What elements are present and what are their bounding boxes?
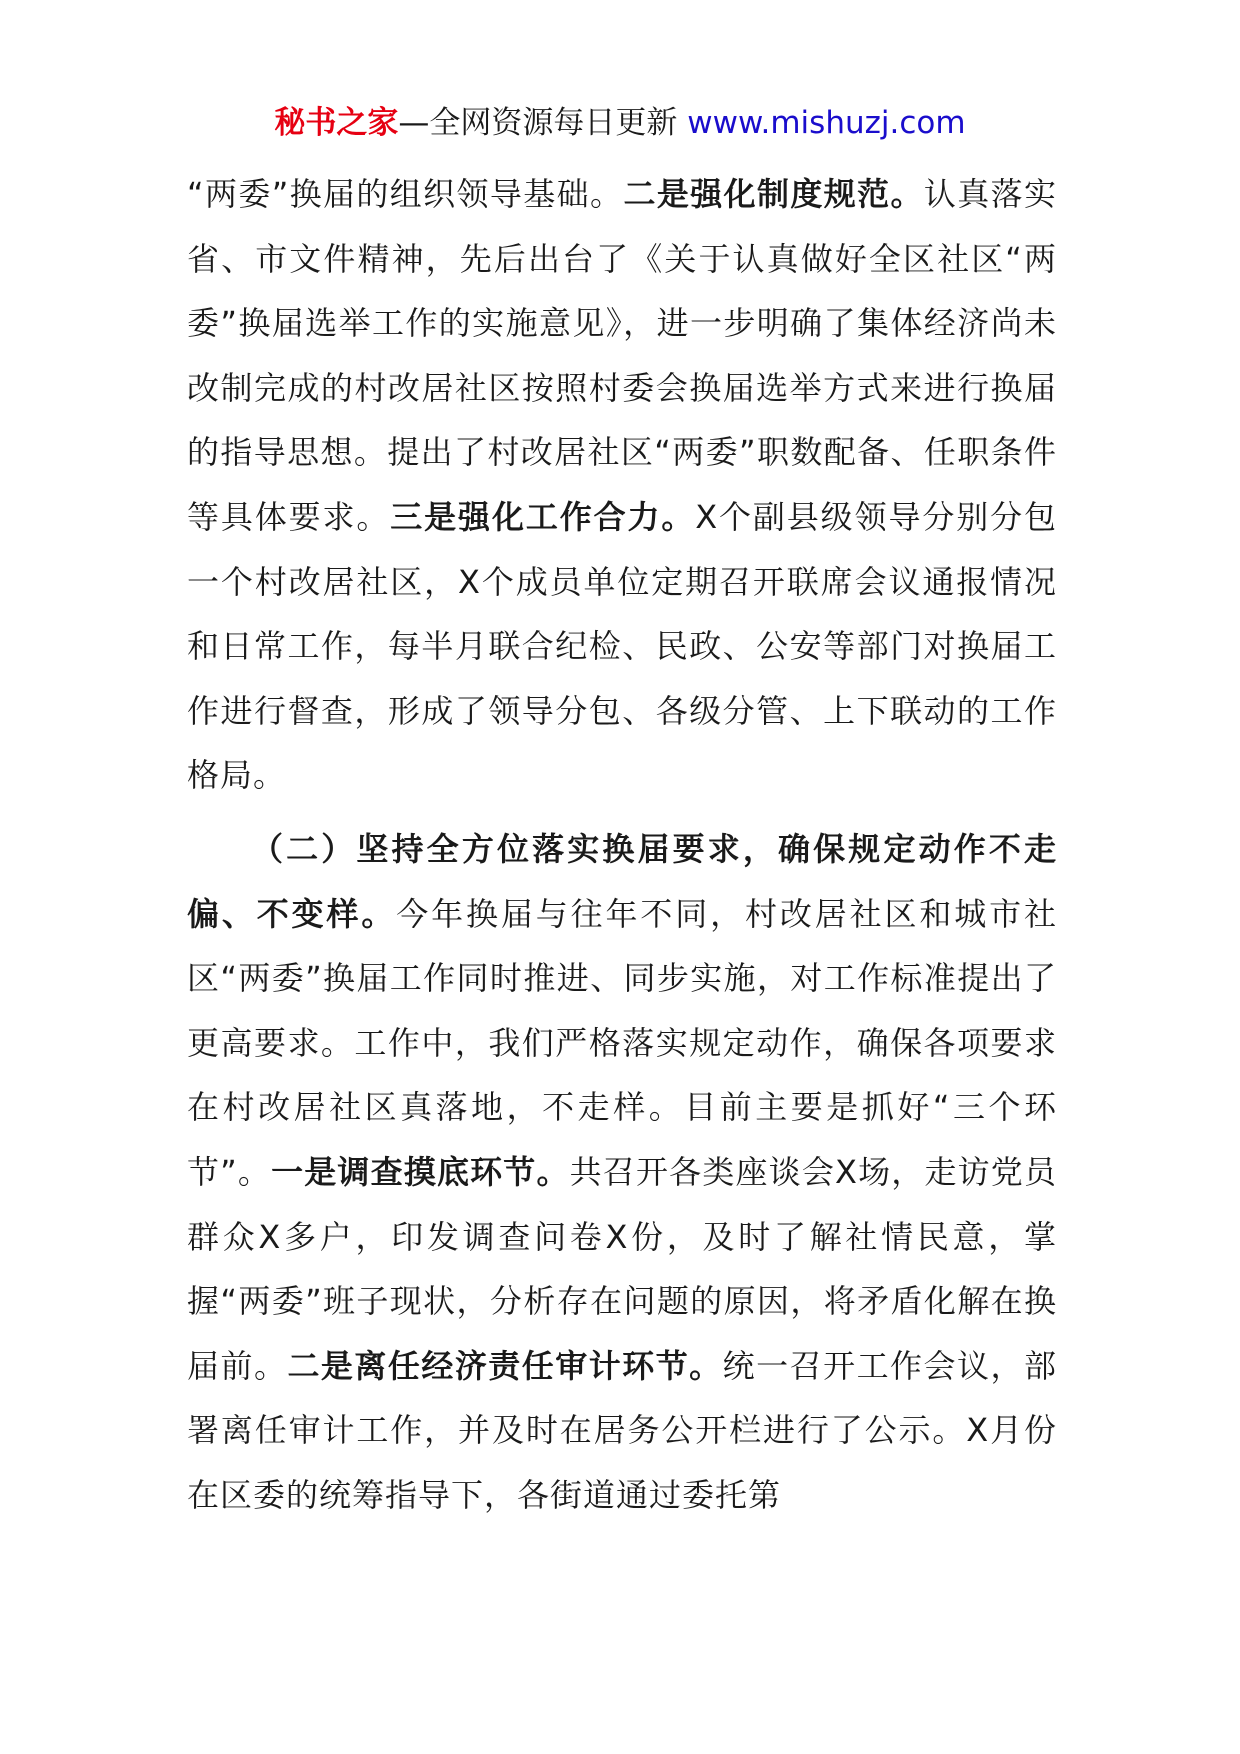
para2-text-1: 今年换届与往年不同，村改居社区和城市社区“两委”换届工作同时推进、同步实施，对工作标准提出了更高要求。工作中，我们严格落实规定动作，确保各项要求在村改居社区真落地，不走样。目前主要是抓好“三个环节”。	[187, 894, 1057, 1191]
section-heading: （二）坚持全方位落实换届要求，确保规定动作不走偏、不变样。	[187, 829, 1057, 933]
para1-text-2: 认真落实省、市文件精神，先后出台了《关于认真做好全区社区“两委”换届选举工作的实施意见》，进一步明确了集体经济尚未改制完成的村改居社区按照村委会换届选举方式来进行换届的指导思想。提出了村改居社区“两委”职数配备、任职条件等具体要求。	[187, 175, 1057, 536]
para2-text-2: 共召开各类座谈会X场，走访党员群众X多户，印发调查问卷X份，及时了解社情民意，掌握“两委”班子现状，分析存在问题的原因，将矛盾化解在换届前。	[187, 1152, 1057, 1385]
para1-text-1: “两委”换届的组织领导基础。	[187, 175, 624, 213]
document-body	[187, 162, 1057, 1527]
watermark-header	[0, 100, 1240, 146]
para2-text-3: 统一召开工作会议，部署离任审计工作，并及时在居务公开栏进行了公示。X月份在区委的统筹指导下，各街道通过委托第	[187, 1346, 1057, 1514]
site-url-link[interactable]: www.mishuzj.com	[687, 105, 966, 141]
para1-text-3: X个副县级领导分别分包一个村改居社区，X个成员单位定期召开联席会议通报情况和日常工作，每半月联合纪检、民政、公安等部门对换届工作进行督查，形成了领导分包、各级分管、上下联动的工作格局。	[187, 497, 1057, 795]
paragraph-2	[187, 817, 1057, 1528]
para2-bold-2: 一是调查摸底环节。	[271, 1152, 570, 1191]
paragraph-1	[187, 162, 1057, 808]
header-tagline: —全网资源每日更新	[398, 105, 678, 141]
brand-name: 秘书之家	[274, 105, 399, 141]
para2-bold-3: 二是离任经济责任审计环节。	[287, 1346, 723, 1385]
para1-bold-2: 三是强化工作合力。	[390, 497, 696, 536]
para1-bold-1: 二是强化制度规范。	[623, 175, 924, 213]
